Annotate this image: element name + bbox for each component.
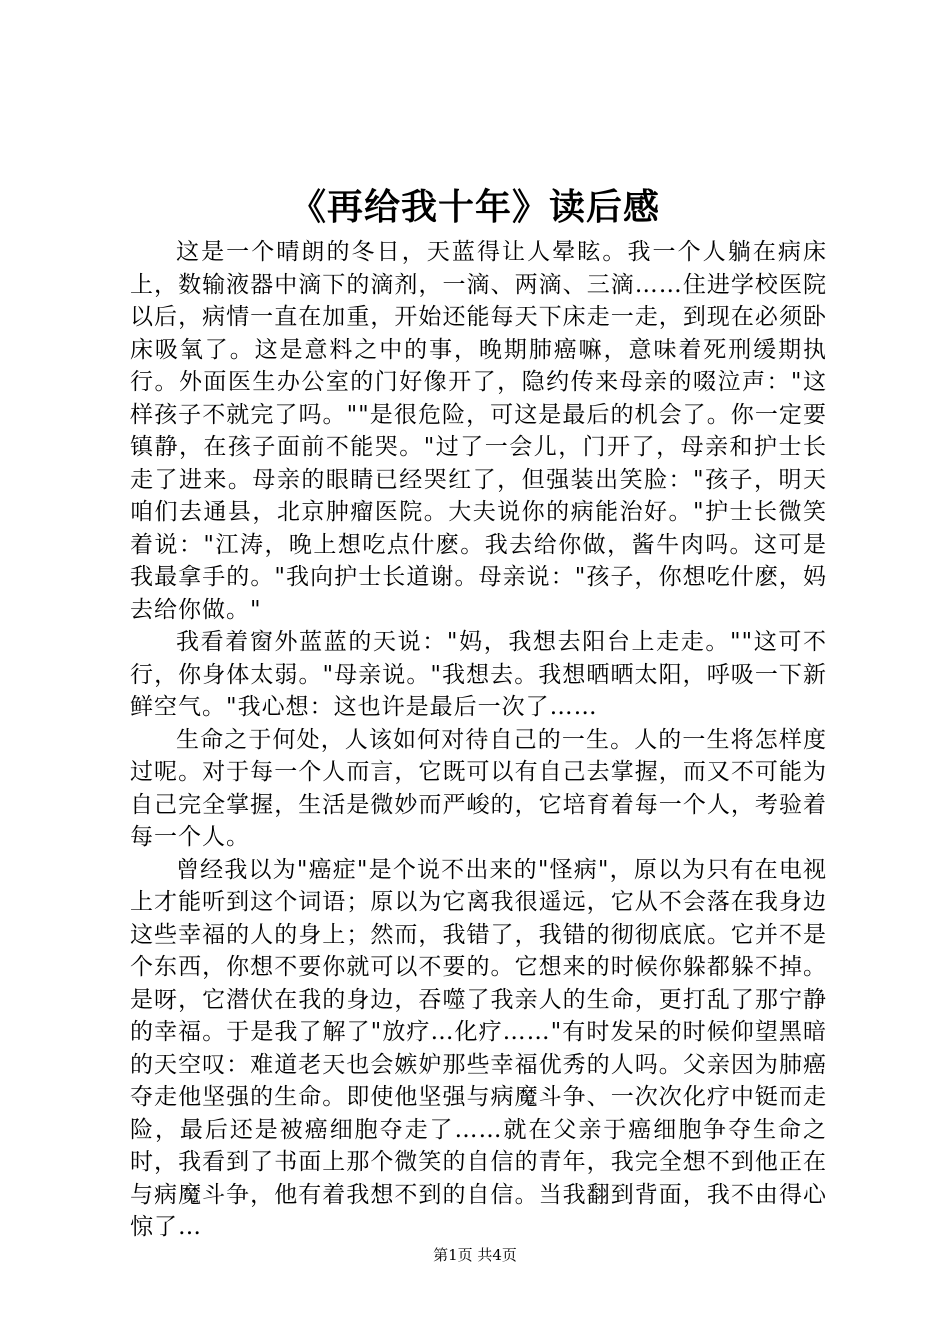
document-body — [130, 236, 827, 1244]
page-footer: 第1页 共4页 — [433, 1246, 517, 1264]
paragraph-1: 这是一个晴朗的冬日，天蓝得让人晕眩。我一个人躺在病床上，数输液器中滴下的滴剂，一滴、两滴、三滴……住进学校医院以后，病情一直在加重，开始还能每天下床走一走，到现在必须卧床吸氧了。这是意料之中的事，晚期肺癌嘛，意味着死刑缓期执行。外面医生办公室的门好像开了，隐约传来母亲的啜泣声："这样孩子不就完了吗。""是很危险，可这是最后的机会了。你一定要镇静，在孩子面前不能哭。"过了一会儿，门开了，母亲和护士长走了进来。母亲的眼睛已经哭红了，但强装出笑脸："孩子，明天咱们去通县，北京肿瘤医院。大夫说你的病能治好。"护士长微笑着说："江涛，晚上想吃点什麽。我去给你做，酱牛肉吗。这可是我最拿手的。"我向护士长道谢。母亲说："孩子，你想吃什麽，妈去给你做。" — [130, 239, 827, 623]
paragraph-3: 生命之于何处，人该如何对待自己的一生。人的一生将怎样度过呢。对于每一个人而言，它既可以有自己去掌握，而又不可能为自己完全掌握，生活是微妙而严峻的，它培育着每一个人，考验着每一个人。 — [130, 726, 827, 850]
paragraph-4: 曾经我以为"癌症"是个说不出来的"怪病"，原以为只有在电视上才能听到这个词语；原以为它离我很遥远，它从不会落在我身边这些幸福的人的身上；然而，我错了，我错的彻彻底底。它并不是个东西，你想不要你就可以不要的。它想来的时候你躲都躲不掉。是呀，它潜伏在我的身边，吞噬了我亲人的生命，更打乱了那宁静的幸福。于是我了解了"放疗…化疗……"有时发呆的时候仰望黑暗的天空叹：难道老天也会嫉妒那些幸福优秀的人吗。父亲因为肺癌夺走他坚强的生命。即使他坚强与病魔斗争、一次次化疗中铤而走险，最后还是被癌细胞夺走了……就在父亲于癌细胞争夺生命之时，我看到了书面上那个微笑的自信的青年，我完全想不到他正在与病魔斗争，他有着我想不到的自信。当我翻到背面，我不由得心惊了… — [130, 856, 827, 1240]
paragraph-2: 我看着窗外蓝蓝的天说："妈，我想去阳台上走走。""这可不行，你身体太弱。"母亲说。"我想去。我想晒晒太阳，呼吸一下新鲜空气。"我心想：这也许是最后一次了…… — [130, 629, 827, 720]
page-title: 《再给我十年》读后感 — [289, 186, 660, 228]
